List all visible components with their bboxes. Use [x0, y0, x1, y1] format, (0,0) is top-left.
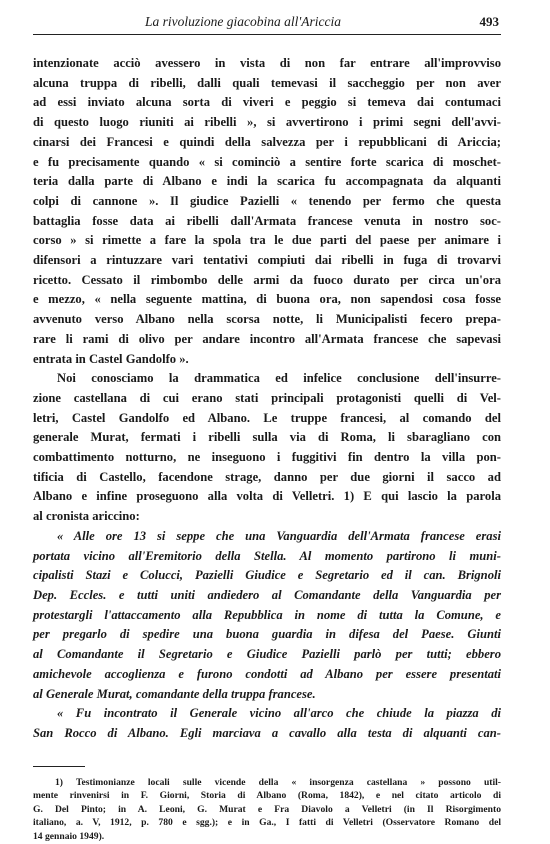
page-number: 493 — [479, 14, 499, 29]
quote-line: San Rocco di Albano. Egli marciava a cavallo alla testa di alquanti can- — [33, 725, 501, 740]
text-line: teria dalla parte di Albano e indi la scarica fu accompagnata da alquanti — [33, 174, 501, 189]
text-line: rare li rami di olivo per andare incontro all'Armata francese che sapevasi — [33, 331, 501, 346]
quote-line: al Comandante il Segretario e Giudice Pazielli parlò per tutti; ebbero — [33, 647, 501, 662]
running-head — [33, 14, 501, 33]
text-line: corso » si rimette a fare la spola tra le due parti del paese per animare i — [33, 233, 501, 248]
text-line: difensori a rintuzzare vari tentativi compiuti dai ribelli in fuga di trovarvi — [33, 253, 501, 268]
footnote-line: mente rinvenirsi in F. Giorni, Storia di Albano (Roma, 1842), e nel citato articolo di — [33, 790, 501, 802]
footnote-rule — [33, 766, 85, 767]
text-line: Noi conosciamo la drammatica ed infelice conclusione dell'insurre- — [57, 371, 501, 386]
quote-line: portata vicino all'Eremitorio della Stella. Al momento partirono li muni- — [33, 548, 501, 563]
text-line: al cronista ariccino: — [33, 509, 140, 524]
header-rule — [33, 34, 501, 35]
text-line: zione castellana di cui erano stati principali protagonisti quelli di Vel- — [33, 390, 501, 405]
text-line: entrata in Castel Gandolfo ». — [33, 351, 189, 366]
quote-line: protestargli l'attaccamento alla Repubblica in nome di tutta la Comune, e — [33, 607, 501, 622]
quote-line: « Alle ore 13 si seppe che una Vanguardia dell'Armata francese erasi — [57, 528, 501, 543]
text-line: tificia di Castello, facendone strage, danno per due giorni il sacco ad — [33, 469, 501, 484]
text-line: ad essi inviato alcuna sorta di viveri e peggio si temeva dai contumaci — [33, 95, 501, 110]
quote-line: Dep. Eccles. e tutti uniti andiedero al Comandante della Vanguardia per — [33, 587, 501, 602]
text-line: avvenuto verso Albano nella scorsa notte, li Municipalisti fecero prepa- — [33, 312, 501, 327]
quote-line: amichevole accoglienza e furono condotti ad Albano per essere presentati — [33, 666, 501, 681]
footnote-line: 1) Testimonianze locali sulle vicende della « insorgenza castellana » possono util- — [55, 776, 501, 788]
quote-line: al Generale Murat, comandante della truppa francese. — [33, 686, 316, 701]
text-line: letri, Castel Gandolfo ed Albano. Le truppe francesi, al comando del — [33, 410, 501, 425]
text-line: di questo luogo riuniti ai ribelli », si avvertirono i primi segni dell'avvi- — [33, 115, 501, 130]
text-line: ricetto. Cessato il rimbombo delle armi da fuoco durato per circa un'ora — [33, 272, 501, 287]
footnote-line: G. Del Pinto; in A. Leoni, G. Murat e Fra Diavolo a Velletri (in Il Risorgimento — [33, 803, 501, 815]
text-line: e mezzo, « nella seguente mattina, di buona ora, non sapendosi cosa fosse — [33, 292, 501, 307]
quote-line: « Fu incontrato il Generale vicino all'arco che chiude la piazza di — [57, 706, 501, 721]
footnote-line: 14 gennaio 1949). — [33, 830, 105, 842]
text-line: intenzionate acciò avessero in vista di non far entrare all'improvviso — [33, 56, 501, 70]
footnote — [33, 776, 501, 844]
text-line: alcuna truppa di ribelli, dalli quali temevasi il saccheggio per non aver — [33, 75, 501, 90]
text-line: Albano e infine proseguono alla volta di Velletri. 1) E qui lascio la parola — [33, 489, 501, 504]
footnote-line: italiano, a. V, 1912, p. 780 e sgg.); e in Ga., I fatti di Velletri (Osservatore Romano del — [33, 817, 501, 829]
body-text — [33, 54, 501, 744]
text-line: combattimento notturno, ne inseguono i fuggitivi fin dentro la villa pon- — [33, 450, 501, 465]
quote-line: per pregarlo di spedire una buona guardia in difesa del Paese. Giunti — [33, 627, 501, 642]
paragraph-1 — [33, 54, 501, 369]
quotation-1 — [33, 527, 501, 704]
quotation-2 — [33, 704, 501, 743]
book-page — [33, 14, 501, 844]
text-line: generale Murat, fermati i ribelli sulla via di Roma, li sbaragliano con — [33, 430, 501, 445]
text-line: cinarsi dei Francesi e quindi della salvezza per i repubblicani di Ariccia; — [33, 134, 501, 149]
quote-line: cipalisti Stazi e Colucci, Pazielli Giudice e Segretario ed il can. Brignoli — [33, 568, 501, 583]
text-line: e fu precisamente quando « si cominciò a sentire forte scarica di moschet- — [33, 154, 501, 169]
running-title: La rivoluzione giacobina all'Ariccia — [145, 14, 341, 29]
text-line: colpi di cannone ». Il giudice Pazielli « tenendo per fermo che questa — [33, 193, 501, 208]
text-line: battaglia fosse data ai ribelli dall'Armata francese venuta in nostro soc- — [33, 213, 501, 228]
paragraph-2 — [33, 369, 501, 527]
